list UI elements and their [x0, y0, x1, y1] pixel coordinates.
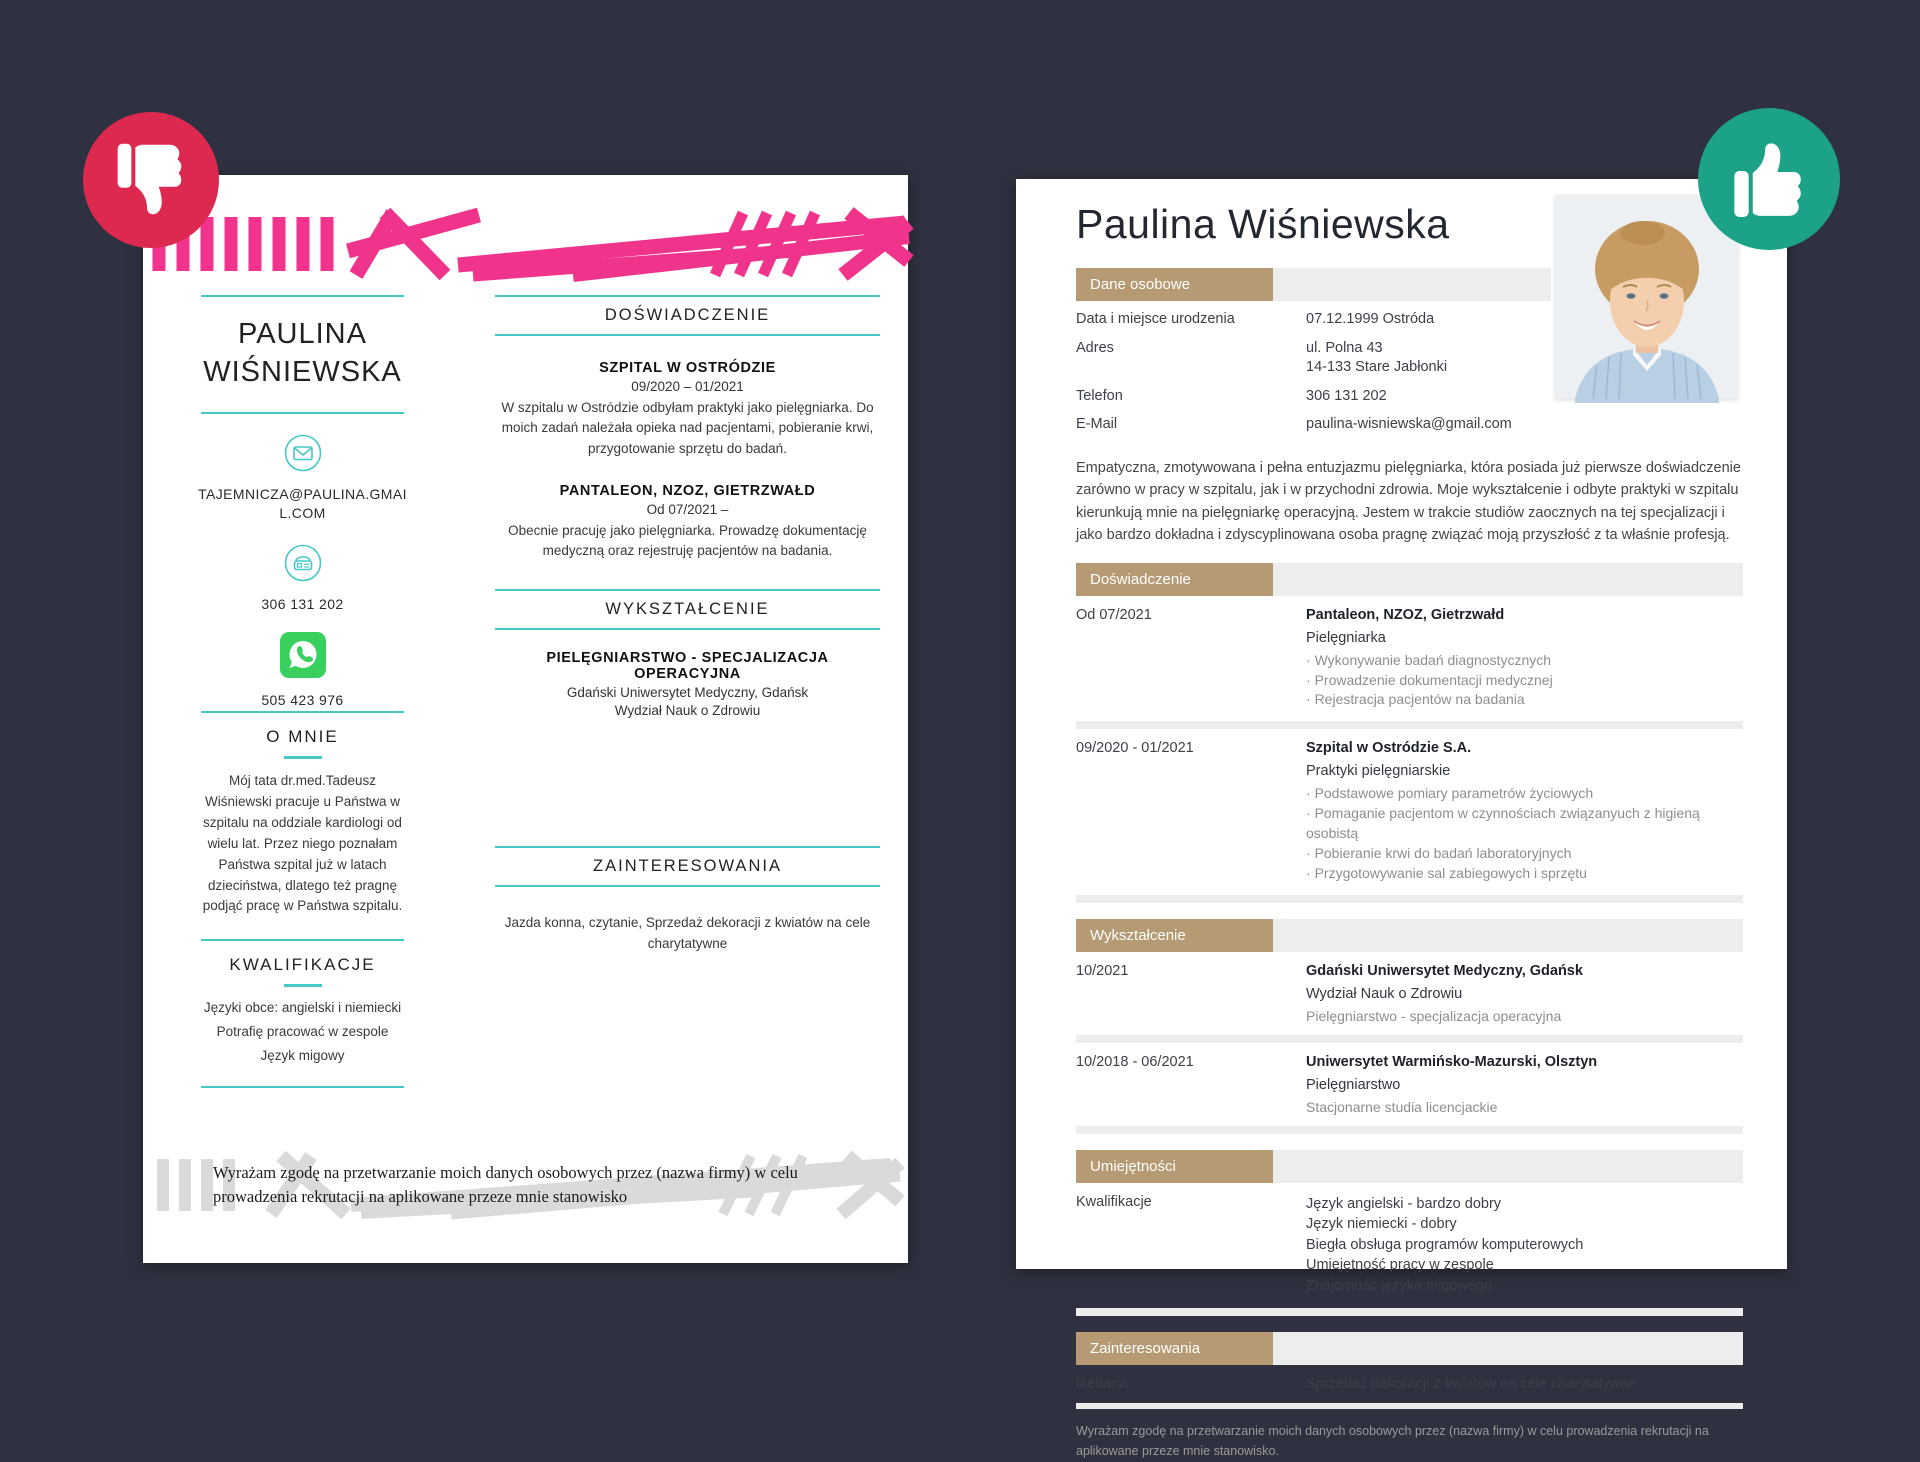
- school-name: Uniwersytet Warmińsko-Mazurski, Olsztyn: [1306, 1053, 1598, 1070]
- row-label: Telefon: [1076, 387, 1123, 404]
- role-name: Pielęgniarka: [1306, 629, 1386, 646]
- whatsapp-text: 505 423 976: [261, 692, 344, 709]
- qualifications-list: [195, 997, 410, 1066]
- divider: [495, 885, 880, 887]
- qualifications-title: KWALIFIKACJE: [229, 955, 376, 975]
- divider: [201, 1086, 404, 1088]
- company-name: Szpital w Ostródzie S.A.: [1306, 740, 1472, 757]
- department-name: Pielęgniarstwo: [1306, 1076, 1401, 1093]
- school-name: Gdański Uniwersytet Medyczny, Gdańsk: [566, 685, 809, 701]
- row-value: Sprzedaż dekoracji z kwiatów na cele charytatywne: [1306, 1375, 1637, 1392]
- duty-item: · Pomaganie pacjentom w czynnościach związanyuch z higieną osobistą: [1306, 804, 1743, 844]
- candidate-name: Paulina Wiśniewska: [1076, 201, 1450, 247]
- divider: [201, 412, 404, 414]
- section-label: Dane osobowe: [1076, 268, 1273, 301]
- duty-item: · Przygotowywanie sal zabiegowych i sprzętu: [1306, 864, 1743, 884]
- row-label: Data i miejsce urodzenia: [1076, 311, 1235, 327]
- education-header: [495, 589, 880, 630]
- entry-dates: 09/2020 - 01/2021: [1076, 740, 1194, 757]
- consent-band: [151, 1159, 900, 1211]
- duty-item: · Prowadzenie dokumentacji medycznej: [1306, 671, 1743, 691]
- row-separator: [1076, 1403, 1743, 1409]
- experience-entry: [1076, 607, 1743, 711]
- divider: [495, 334, 880, 336]
- row-label: Kwalifikacje: [1076, 1193, 1152, 1210]
- row-value: paulina-wisniewska@gmail.com: [1306, 416, 1512, 433]
- school-name: Gdański Uniwersytet Medyczny, Gdańsk: [1306, 962, 1583, 979]
- skill-item: Język angielski - bardzo dobry: [1306, 1195, 1502, 1212]
- experience-entry: [1076, 740, 1743, 883]
- teal-dash: [284, 756, 322, 759]
- bad-cv-main: [495, 295, 880, 1088]
- skill-item: Umiejętność pracy w zespole: [1306, 1257, 1494, 1274]
- section-bar-skills: [1076, 1150, 1743, 1183]
- row-separator: [1076, 1126, 1743, 1134]
- experience-entry: [495, 483, 880, 562]
- interests-text: Jazda konna, czytanie, Sprzedaż dekoracji z kwiatów na cele charytatywne: [504, 915, 871, 951]
- education-title: WYKSZTAŁCENIE: [605, 600, 770, 619]
- summary-paragraph: Empatyczna, zmotywowana i pełna entuzjazmu pielęgniarka, która posiada już pierwsze doświadczenie zarówno w pracy w szpitalu, jak i w przychodni zdrowia. Moje wykształcenie i odbyte praktyki w szpitalu kierunkują mnie na pielęgniarkę operacyjną. Jestem w trakcie studiów zaocznych na tej specjalizacji i jako bardzo dokładna i zdyscyplinowana osoba pragnę związać moją przyszłość z ta właśnie profesją.: [1076, 459, 1741, 544]
- skills-list: [1306, 1194, 1743, 1297]
- role-name: Praktyki pielęgniarskie: [1306, 763, 1451, 780]
- section-bar-interests: [1076, 1332, 1743, 1365]
- pink-stripe-pattern: [143, 217, 908, 271]
- qualification-item: Języki obce: angielski i niemiecki: [203, 1000, 402, 1016]
- section-bar-personal: [1076, 268, 1551, 301]
- interests-title: ZAINTERESOWANIA: [593, 857, 782, 876]
- faculty-name: Wydział Nauk o Zdrowiu: [614, 703, 761, 719]
- consent-text: Wyrażam zgodę na przetwarzanie moich danych osobowych przez (nazwa firmy) w celu prowadzenia rekrutacji na aplikowane przeze mnie stanowisko: [213, 1163, 798, 1206]
- row-separator: [1076, 895, 1743, 903]
- name-line1: PAULINA: [238, 318, 367, 350]
- programme-note: Pielęgniarstwo - specjalizacja operacyjna: [1306, 1007, 1562, 1024]
- section-label: Doświadczenie: [1076, 563, 1273, 596]
- degree-name: PIELĘGNIARSTWO - SPECJALIZACJA OPERACYJNA: [546, 650, 829, 683]
- personal-row: [1076, 415, 1743, 435]
- section-bar-fill: [1273, 1332, 1743, 1365]
- entry-dates: 09/2020 – 01/2021: [631, 379, 744, 394]
- experience-title: DOŚWIADCZENIE: [604, 306, 771, 324]
- row-label: Ikebana: [1076, 1375, 1128, 1392]
- department-name: Wydział Nauk o Zdrowiu: [1306, 985, 1463, 1002]
- section-label: Umiejętności: [1076, 1150, 1273, 1183]
- company-name: SZPITAL W OSTRÓDZIE: [599, 360, 776, 376]
- row-separator: [1076, 1035, 1743, 1043]
- consent-text: Wyrażam zgodę na przetwarzanie moich danych osobowych przez (nazwa firmy) w celu prowadzenia rekrutacji na aplikowane przeze mnie stanowisko.: [1076, 1423, 1709, 1459]
- email-icon: [284, 434, 322, 472]
- programme-note: Stacjonarne studia licencjackie: [1306, 1098, 1498, 1115]
- cv-page-good: [1016, 179, 1787, 1459]
- section-bar-fill: [1273, 919, 1743, 952]
- thumbs-up-icon: [1718, 128, 1820, 230]
- thumbs-up-badge: [1698, 108, 1840, 250]
- entry-dates: Od 07/2021: [1076, 606, 1152, 623]
- experience-header: [495, 295, 880, 336]
- divider: [201, 939, 404, 941]
- about-title: O MNIE: [266, 726, 339, 746]
- skill-item: Znajomość języka migowego: [1306, 1278, 1493, 1294]
- phone-text: 306 131 202: [261, 595, 344, 612]
- qualification-item: Język migowy: [260, 1047, 345, 1063]
- qualification-item: Potrafię pracować w zespole: [216, 1023, 389, 1039]
- entry-description: W szpitalu w Ostródzie odbyłam praktyki jako pielęgniarka. Do moich zadań należała opieka nad pacjentami, pobieranie krwi, przygotowanie sprzętu do badań.: [501, 400, 874, 456]
- company-name: Pantaleon, NZOZ, Gietrzwałd: [1306, 606, 1505, 623]
- skill-item: Biegła obsługa programów komputerowych: [1306, 1236, 1584, 1253]
- interests-header: [495, 846, 880, 887]
- section-bar-fill: [1273, 268, 1551, 301]
- duty-item: · Pobieranie krwi do badań laboratoryjnych: [1306, 844, 1743, 864]
- address-line2: 14-133 Stare Jabłonki: [1306, 359, 1448, 376]
- skill-item: Język niemiecki - dobry: [1306, 1216, 1457, 1233]
- whatsapp-icon: [280, 632, 326, 678]
- thumbs-down-badge: [83, 112, 219, 248]
- divider: [201, 295, 404, 297]
- divider: [495, 628, 880, 630]
- entry-dates: 10/2018 - 06/2021: [1076, 1053, 1194, 1070]
- section-bar-experience: [1076, 563, 1743, 596]
- thumbs-down-icon: [102, 131, 200, 229]
- interests-row: [1076, 1376, 1743, 1392]
- phone-icon: [284, 544, 322, 582]
- address-line1: ul. Polna 43: [1306, 339, 1383, 356]
- row-value: 07.12.1999 Ostróda: [1306, 311, 1435, 327]
- duty-item: · Podstawowe pomiary parametrów życiowych: [1306, 784, 1743, 804]
- bad-cv-sidebar: [195, 295, 410, 1088]
- duty-item: · Rejestracja pacjentów na badania: [1306, 690, 1743, 710]
- section-bar-education: [1076, 919, 1743, 952]
- company-name: PANTALEON, NZOZ, GIETRZWAŁD: [559, 482, 816, 499]
- email-text: TAJEMNICZA@PAULINA.GMAIL.COM: [198, 485, 407, 522]
- name-line2: WIŚNIEWSKA: [203, 356, 402, 389]
- row-separator: [1076, 1308, 1743, 1316]
- duty-list: [1306, 651, 1743, 711]
- experience-entry: [495, 360, 880, 459]
- section-bar-fill: [1273, 1150, 1743, 1183]
- teal-dash: [284, 984, 322, 987]
- row-label: E-Mail: [1076, 416, 1118, 433]
- duty-list: [1306, 784, 1743, 883]
- row-value: 306 131 202: [1306, 387, 1387, 404]
- entry-description: Obecnie pracuję jako pielęgniarka. Prowadzę dokumentację medyczną oraz rejestruję pacjentów na badania.: [508, 522, 867, 558]
- candidate-name: [195, 315, 410, 392]
- candidate-photo: [1555, 195, 1738, 399]
- row-separator: [1076, 721, 1743, 729]
- section-label: Zainteresowania: [1076, 1332, 1273, 1365]
- section-label: Wykształcenie: [1076, 919, 1273, 952]
- about-text: Mój tata dr.med.Tadeusz Wiśniewski pracuje u Państwa w szpitalu na oddziale kardiologi od wielu lat. Przez niego poznałam Państwa szpital już w latach dzieciństwa, dlatego też pragnę podjąć pracę w Państwa szpitalu.: [202, 772, 403, 914]
- education-entry: [1076, 963, 1743, 1024]
- entry-dates: 10/2021: [1076, 962, 1129, 979]
- cv-page-bad: [143, 175, 908, 1263]
- row-label: Adres: [1076, 339, 1114, 356]
- skills-row: [1076, 1194, 1743, 1297]
- entry-dates: Od 07/2021 –: [646, 501, 729, 517]
- education-entry: [1076, 1054, 1743, 1115]
- duty-item: · Wykonywanie badań diagnostycznych: [1306, 651, 1743, 671]
- divider: [201, 711, 404, 713]
- section-bar-fill: [1273, 563, 1743, 596]
